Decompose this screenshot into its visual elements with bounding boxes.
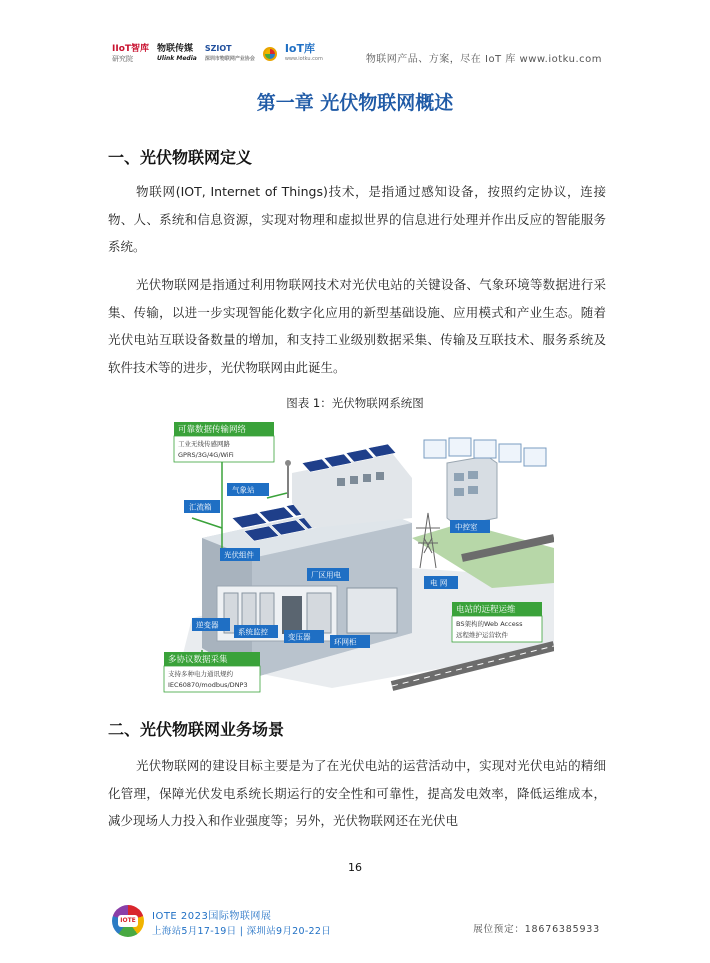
callout-control-room: 中控室 xyxy=(455,522,478,532)
callout-combiner-box: 汇流箱 xyxy=(189,502,212,512)
header-slogan: 物联网产品、方案，尽在 IoT 库 www.iotku.com xyxy=(365,54,602,65)
circle-logo-icon xyxy=(263,47,277,61)
section1-paragraph-1: 物联网(IOT, Internet of Things)技术，是指通过感知设备，按照约定协议，连接物、人、系统和信息资源，实现对物理和虚拟世界的信息进行处理并作出反应的智能服务系统。 xyxy=(108,184,606,254)
section2-paragraph-1: 光伏物联网的建设目标主要是为了在光伏电站的运营活动中，实现对光伏电站的精细化管理，保障光伏发电系统长期运行的安全性和可靠性，提高发电效率，降低运维成本，减少现场人力投入和作业强度等；另外，光伏物联网还在光伏电 xyxy=(108,758,606,828)
iote-logo-icon: IOTE xyxy=(112,905,144,937)
section2-heading: 二、光伏物联网业务场景 xyxy=(108,720,285,739)
callout-grid: 电 网 xyxy=(430,578,448,588)
callout-remote-title: 电站的远程运维 xyxy=(456,605,516,615)
callout-protocol-title: 多协议数据采集 xyxy=(168,655,228,665)
callout-transport-title: 可靠数据传输网络 xyxy=(178,425,247,435)
header-logos xyxy=(112,38,323,70)
page-number: 16 xyxy=(348,861,362,874)
section1-paragraph-2: 光伏物联网是指通过利用物联网技术对光伏电站的关键设备、气象环境等数据进行采集、传输，以进一步实现智能化数字化应用的新型基础设施、应用模式和产业生态。随着光伏电站互联设备数量的增加，和支持工业级别数据采集、传输及互联技术、服务系统及软件技术等的进步，光伏物联网由此诞生。 xyxy=(108,277,606,375)
callout-inverter: 逆变器 xyxy=(196,620,219,630)
footer-expo-dates: 上海站5月17-19日 | 深圳站9月20-22日 xyxy=(152,926,332,937)
callout-system-monitor: 系统监控 xyxy=(238,627,268,637)
section1-heading: 一、光伏物联网定义 xyxy=(108,148,253,167)
footer-expo-title: IOTE 2023国际物联网展 xyxy=(152,911,272,922)
footer-booking-phone: 展位预定：18676385933 xyxy=(473,924,600,935)
callout-transport-line-2: GPRS/3G/4G/WiFi xyxy=(178,451,234,459)
callout-weather-station: 气象站 xyxy=(232,485,255,495)
callout-pv-module: 光伏组件 xyxy=(224,550,254,560)
sziot-logo: SZIOT 深圳市物联网产业协会 xyxy=(204,44,255,62)
callout-protocol-line-2: IEC60870/modbus/DNP3 xyxy=(168,681,248,689)
pv-iot-system-diagram xyxy=(162,418,554,696)
chapter-title: 第一章 光伏物联网概述 xyxy=(256,92,454,114)
iiot-logo: IIoT智库 研究院 xyxy=(112,44,150,63)
callout-remote-line-2: 远程维护运营软件 xyxy=(456,631,508,639)
callout-plant-power: 厂区用电 xyxy=(311,570,341,580)
callout-ring-main-unit: 环网柜 xyxy=(334,637,357,647)
callout-transport-line-1: 工业无线传感网路 xyxy=(178,440,230,448)
callout-transformer: 变压器 xyxy=(288,632,311,642)
iotku-logo: IoT库 www.iotku.com xyxy=(284,42,323,62)
callout-remote-line-1: BS架构的Web Access xyxy=(456,620,523,628)
figure-caption: 图表 1：光伏物联网系统图 xyxy=(286,396,424,410)
callout-protocol-line-1: 支持多种电力通讯规约 xyxy=(168,670,233,678)
ulink-media-logo: 物联传媒 Ulink Media xyxy=(157,44,197,62)
